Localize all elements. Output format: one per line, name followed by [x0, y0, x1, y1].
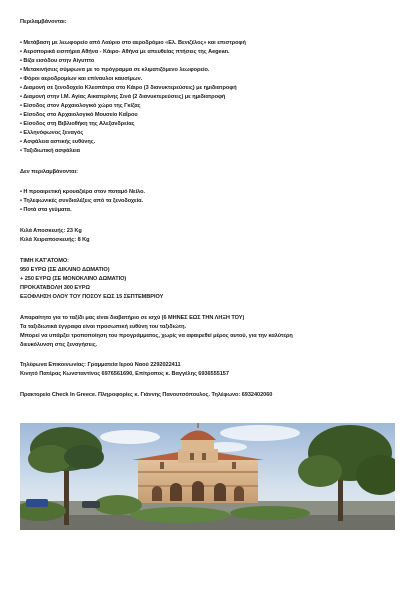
price-balance: ΕΞΟΦΛΗΣΗ ΟΛΟΥ ΤΟΥ ΠΟΣΟΥ ΕΩΣ 15 ΣΕΠΤΕΜΒΡΙΟΥ	[20, 294, 164, 300]
included-item: • Αεροπορικά εισιτήρια Αθήνα - Κάιρο- Αθήνα με απευθείας πτήσεις της Aegean.	[20, 49, 230, 55]
note-line: διευκόλυνση στις ξεναγήσεις.	[20, 342, 98, 348]
note-line: Μπορεί να υπάρξει τροποποίηση του προγράμματος, χωρίς να αφαιρεθεί μέρος αυτού, για την καλύτερη	[20, 333, 293, 339]
price-single-room: + 250 ΕΥΡΩ (ΣΕ ΜΟΝΟΚΛΙΝΟ ΔΩΜΑΤΙΟ)	[20, 276, 127, 282]
church-photo-illustration	[20, 423, 395, 530]
contact-line: Κινητό Πατέρας Κωνσταντίνος 6976561690, Επίτροπος κ. Βαγγέλης 6936555157	[20, 371, 229, 377]
note-line: Τα ταξιδιωτικά έγγραφα είναι προσωπική ευθύνη του ταξιδιώτη.	[20, 324, 186, 330]
included-heading: Περιλαμβάνονται:	[20, 19, 67, 25]
luggage-checked: Κιλά Αποσκευής: 23 Kg	[20, 228, 82, 234]
luggage-hand: Κιλά Χειραποσκευής: 8 Kg	[20, 237, 90, 243]
included-item: • Είσοδος στο Αρχαιολογικό Μουσείο Καΐρου	[20, 112, 138, 118]
included-item: • Μετακινήσεις σύμφωνα με το πρόγραμμα σε κλιματιζόμενο λεωφορείο.	[20, 67, 210, 73]
church-photo	[20, 423, 395, 530]
not-included-item: • Τηλεφωνικές συνδιαλέξεις από τα ξενοδοχεία.	[20, 198, 144, 204]
included-item: • Ελληνόφωνος ξεναγός	[20, 130, 84, 136]
price-heading: ΤΙΜΗ ΚΑΤ'ΑΤΟΜΟ:	[20, 258, 69, 264]
included-item: • Μετάβαση με λεωφορείο από Λαύριο στο αεροδρόμιο «Ελ. Βενιζέλος» και επιστροφή	[20, 40, 246, 46]
not-included-item: • Η προαιρετική κρουαζιέρα στον ποταμό Νείλο.	[20, 189, 146, 195]
agency-info: Πρακτορείο Check In Greece. Πληροφορίες κ. Γιάννης Πανουτσόπουλος. Τηλέφωνο: 6932402060	[20, 392, 273, 398]
note-line: Απαραίτητο για το ταξίδι μας είναι διαβατήριο σε ισχύ (6 ΜΗΝΕΣ ΕΩΣ ΤΗΝ ΛΗΞΗ ΤΟΥ)	[20, 315, 245, 321]
price-double-room: 950 ΕΥΡΩ (ΣΕ ΔΙΚΛΙΝΟ ΔΩΜΑΤΙΟ)	[20, 267, 110, 273]
included-item: • Φόροι αεροδρομίων και επίναυλοι καυσίμων.	[20, 76, 143, 82]
included-item: • Ασφάλεια αστικής ευθύνης.	[20, 139, 96, 145]
contact-line: Τηλέφωνα Επικοινωνίας: Γραμματεία Ιερού Ναού 2292022411	[20, 362, 181, 368]
price-deposit: ΠΡΟΚΑΤΑΒΟΛΗ 300 ΕΥΡΩ	[20, 285, 90, 291]
included-item: • Βίζα εισόδου στην Αίγυπτο	[20, 58, 95, 64]
included-item: • Είσοδος στη Βιβλιοθήκη της Αλεξανδρείας	[20, 121, 135, 127]
not-included-item: • Ποτά στα γεύματα.	[20, 207, 72, 213]
included-item: • Διαμονή σε ξενοδοχείο Κλεοπάτρα στο Κάιρο (3 διανυκτερεύσεις) με ημιδιατροφή	[20, 85, 237, 91]
included-item: • Ταξιδιωτική ασφάλεια	[20, 148, 81, 154]
not-included-heading: Δεν περιλαμβάνονται:	[20, 169, 78, 175]
included-item: • Διαμονή στην Ι.Μ. Αγίας Αικατερίνης Σινά (2 διανυκτερεύσεις) με ημιδιατροφή	[20, 94, 226, 100]
included-item: • Είσοδος στον Αρχαιολογικό χώρο της Γκίζας	[20, 103, 141, 109]
